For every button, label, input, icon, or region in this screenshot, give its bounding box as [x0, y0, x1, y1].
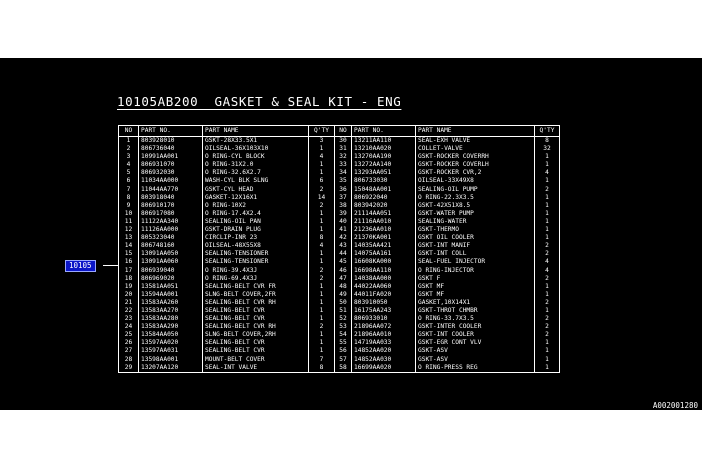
cell-part-name: GSKT-WATER PUMP	[416, 210, 535, 218]
cell-no: 3	[119, 153, 139, 161]
cell-no: 14	[119, 242, 139, 250]
cell-part-name: GSKT-ROCKER COVERLH	[416, 161, 535, 169]
cell-part-name: WASH-CYL BLK SLNG	[203, 177, 309, 185]
cell-qty: 32	[535, 145, 560, 153]
cell-part-name: GSKT-ASV	[416, 347, 535, 355]
callout-leader-line	[103, 265, 118, 266]
table-row	[119, 137, 560, 146]
cell-part-no: 14035AA421	[352, 242, 416, 250]
cell-part-name: O RING-33.7X3.5	[416, 315, 535, 323]
table-row	[119, 242, 560, 250]
callout-label[interactable]: 10105	[65, 260, 96, 272]
cell-part-name: SEALING-BELT CVR	[203, 347, 309, 355]
header-qty: Q'TY	[309, 126, 335, 137]
cell-no: 17	[119, 267, 139, 275]
cell-part-no: 11122AA340	[139, 218, 203, 226]
table-row	[119, 234, 560, 242]
cell-part-name: SEAL-EXH VALVE	[416, 137, 535, 146]
cell-no: 9	[119, 202, 139, 210]
cell-no: 4	[119, 161, 139, 169]
cell-no: 44	[335, 250, 352, 258]
cell-qty: 1	[535, 364, 560, 373]
cell-part-no: 16698AA110	[352, 267, 416, 275]
cell-part-name: GSKT-ROCKER CVR,2	[416, 169, 535, 177]
cell-part-no: 44011FA020	[352, 291, 416, 299]
cell-qty: 2	[309, 267, 335, 275]
cell-qty: 1	[535, 347, 560, 355]
cell-qty: 1	[309, 307, 335, 315]
cell-qty: 1	[309, 250, 335, 258]
cell-qty: 2	[535, 323, 560, 331]
cell-no: 42	[335, 234, 352, 242]
cell-part-no: 21896AA072	[352, 323, 416, 331]
cell-qty: 1	[309, 145, 335, 153]
cell-qty: 4	[535, 267, 560, 275]
cell-no: 43	[335, 242, 352, 250]
cell-part-no: 13584AA050	[139, 331, 203, 339]
cell-no: 57	[335, 356, 352, 364]
cell-no: 58	[335, 364, 352, 373]
cell-part-name: GSKT-ASV	[416, 356, 535, 364]
cell-part-no: 13581AA051	[139, 283, 203, 291]
table-row	[119, 339, 560, 347]
cell-no: 38	[335, 202, 352, 210]
cell-no: 6	[119, 177, 139, 185]
cell-no: 41	[335, 226, 352, 234]
cell-part-no: 14038AA000	[352, 275, 416, 283]
cell-part-no: 13583AA260	[139, 299, 203, 307]
cell-qty: 1	[309, 161, 335, 169]
cell-qty: 1	[535, 177, 560, 185]
cell-qty: 1	[535, 307, 560, 315]
cell-part-name: GSKT MF	[416, 283, 535, 291]
cell-no: 7	[119, 186, 139, 194]
cell-part-no: 806917080	[139, 210, 203, 218]
cell-no: 33	[335, 161, 352, 169]
cell-part-name: O RING-10X2	[203, 202, 309, 210]
cell-part-name: OILSEAL-48X55X8	[203, 242, 309, 250]
cell-part-name: O RING-32.6X2.7	[203, 169, 309, 177]
cell-part-name: O RING-69.4X3J	[203, 275, 309, 283]
cell-qty: 1	[535, 218, 560, 226]
cell-part-no: 21116AA010	[352, 218, 416, 226]
cell-part-name: CIRCLIP-INR 23	[203, 234, 309, 242]
table-row	[119, 307, 560, 315]
cell-no: 15	[119, 250, 139, 258]
cell-part-no: 806748160	[139, 242, 203, 250]
cell-no: 32	[335, 153, 352, 161]
cell-qty: 1	[309, 299, 335, 307]
table-row	[119, 177, 560, 185]
cell-no: 35	[335, 177, 352, 185]
cell-no: 45	[335, 258, 352, 266]
header-part-no: PART NO.	[139, 126, 203, 137]
cell-part-no: 21370KA001	[352, 234, 416, 242]
cell-qty: 2	[535, 315, 560, 323]
header-part-name: PART NAME	[203, 126, 309, 137]
cell-part-name: GSKT OIL COOLER	[416, 234, 535, 242]
cell-no: 51	[335, 307, 352, 315]
table-row	[119, 275, 560, 283]
cell-part-name: O RING-39.4X3J	[203, 267, 309, 275]
cell-part-no: 21896AA010	[352, 331, 416, 339]
cell-qty: 1	[309, 210, 335, 218]
cell-qty: 4	[309, 242, 335, 250]
cell-part-name: O RING-31X2.0	[203, 161, 309, 169]
cell-qty: 6	[309, 177, 335, 185]
table-row	[119, 347, 560, 355]
cell-part-name: O RING-17.4X2.4	[203, 210, 309, 218]
cell-qty: 8	[309, 364, 335, 373]
cell-part-no: 806733030	[352, 177, 416, 185]
cell-part-name: GASKET-12X16X1	[203, 194, 309, 202]
cell-part-no: 13270AA190	[352, 153, 416, 161]
cell-no: 8	[119, 194, 139, 202]
cell-part-name: GSKT-28X33.5X1	[203, 137, 309, 146]
cell-part-no: 806932030	[139, 169, 203, 177]
cell-qty: 1	[535, 356, 560, 364]
header-row	[119, 126, 560, 137]
cell-no: 50	[335, 299, 352, 307]
cell-part-no: 13583AA270	[139, 307, 203, 315]
cell-no: 26	[119, 339, 139, 347]
cell-qty: 1	[309, 291, 335, 299]
cell-no: 40	[335, 218, 352, 226]
cell-no: 52	[335, 315, 352, 323]
cell-part-name: O RING-PRESS REG	[416, 364, 535, 373]
cell-part-name: GSKT-INTER COOLER	[416, 323, 535, 331]
cell-no: 24	[119, 323, 139, 331]
cell-part-no: 803942020	[352, 202, 416, 210]
cell-part-no: 21236AA010	[352, 226, 416, 234]
cell-qty: 1	[309, 331, 335, 339]
cell-part-no: 13597AA020	[139, 339, 203, 347]
cell-part-no: 21114AA051	[352, 210, 416, 218]
table-row	[119, 186, 560, 194]
cell-qty: 1	[309, 169, 335, 177]
cell-qty: 2	[535, 242, 560, 250]
header-qty: Q'TY	[535, 126, 560, 137]
cell-part-no: 11126AA000	[139, 226, 203, 234]
cell-no: 36	[335, 186, 352, 194]
cell-qty: 1	[309, 283, 335, 291]
cell-part-no: 13597AA031	[139, 347, 203, 355]
cell-no: 55	[335, 339, 352, 347]
table-row	[119, 315, 560, 323]
cell-part-name: GSKT-DRAIN PLUG	[203, 226, 309, 234]
cell-no: 1	[119, 137, 139, 146]
cell-qty: 1	[535, 210, 560, 218]
cell-no: 31	[335, 145, 352, 153]
cell-qty: 1	[535, 194, 560, 202]
cell-part-name: SEALING-TENSIONER	[203, 250, 309, 258]
cell-qty: 1	[535, 339, 560, 347]
cell-no: 5	[119, 169, 139, 177]
table-row	[119, 323, 560, 331]
cell-part-no: 806933010	[352, 315, 416, 323]
cell-qty: 2	[535, 275, 560, 283]
table-row	[119, 291, 560, 299]
cell-no: 22	[119, 307, 139, 315]
table-row	[119, 218, 560, 226]
cell-qty: 1	[535, 202, 560, 210]
cell-no: 18	[119, 275, 139, 283]
cell-qty: 1	[535, 226, 560, 234]
table-row	[119, 202, 560, 210]
cell-part-no: 14852AA020	[352, 347, 416, 355]
cell-part-no: 10991AA001	[139, 153, 203, 161]
cell-part-no: 806736040	[139, 145, 203, 153]
cell-qty: 2	[309, 202, 335, 210]
cell-no: 12	[119, 226, 139, 234]
cell-qty: 14	[309, 194, 335, 202]
table-row	[119, 258, 560, 266]
cell-part-no: 13293AA051	[352, 169, 416, 177]
cell-qty: 4	[535, 258, 560, 266]
table-row	[119, 153, 560, 161]
cell-no: 27	[119, 347, 139, 355]
cell-part-name: SEALING-BELT CVR RH	[203, 323, 309, 331]
table-row	[119, 331, 560, 339]
cell-part-name: GSKT-INT COOLER	[416, 331, 535, 339]
header-part-name: PART NAME	[416, 126, 535, 137]
cell-qty: 1	[309, 339, 335, 347]
table-row	[119, 356, 560, 364]
cell-part-no: 16608KA000	[352, 258, 416, 266]
cell-part-no: 11044AA770	[139, 186, 203, 194]
cell-qty: 3	[309, 137, 335, 146]
cell-part-name: GSKT F	[416, 275, 535, 283]
cell-no: 47	[335, 275, 352, 283]
parts-table	[118, 125, 560, 373]
cell-part-name: SEAL-FUEL INJECTOR	[416, 258, 535, 266]
table-row	[119, 283, 560, 291]
cell-part-name: GSKT-INT COLL	[416, 250, 535, 258]
cell-no: 29	[119, 364, 139, 373]
cell-part-no: 14075AA161	[352, 250, 416, 258]
cell-part-name: GSKT-42X51X8.5	[416, 202, 535, 210]
cell-part-no: 14719AA033	[352, 339, 416, 347]
cell-qty: 1	[535, 234, 560, 242]
table-row	[119, 145, 560, 153]
table-row	[119, 364, 560, 373]
cell-part-no: 803928010	[139, 137, 203, 146]
cell-part-name: COLLET-VALVE	[416, 145, 535, 153]
cell-no: 11	[119, 218, 139, 226]
cell-part-name: OILSEAL-36X103X10	[203, 145, 309, 153]
cell-part-name: SLNG-BELT COVER,2RH	[203, 331, 309, 339]
cell-qty: 1	[535, 161, 560, 169]
cell-part-name: SEALING-BELT CVR	[203, 339, 309, 347]
cell-qty: 4	[535, 169, 560, 177]
cell-part-name: SEALING-TENSIONER	[203, 258, 309, 266]
cell-part-no: 13091AA060	[139, 258, 203, 266]
cell-qty: 4	[309, 153, 335, 161]
cell-part-no: 16699AA020	[352, 364, 416, 373]
cell-part-name: SLNG-BELT COVER,2FR	[203, 291, 309, 299]
cell-part-name: O RING-22.3X3.5	[416, 194, 535, 202]
cell-part-no: 806910170	[139, 202, 203, 210]
cell-no: 48	[335, 283, 352, 291]
cell-no: 2	[119, 145, 139, 153]
cell-part-no: 13594AA001	[139, 291, 203, 299]
table-row	[119, 161, 560, 169]
cell-qty: 1	[309, 218, 335, 226]
cell-part-no: 16175AA243	[352, 307, 416, 315]
page-title: 10105AB200 GASKET & SEAL KIT - ENG	[117, 94, 402, 109]
cell-part-name: GSKT-THROT CHMBR	[416, 307, 535, 315]
cell-part-no: 13272AA140	[352, 161, 416, 169]
cell-qty: 2	[309, 275, 335, 283]
cell-part-no: 13210AA020	[352, 145, 416, 153]
cell-no: 39	[335, 210, 352, 218]
cell-qty: 1	[309, 258, 335, 266]
cell-part-name: SEAL-INT VALVE	[203, 364, 309, 373]
table-row	[119, 169, 560, 177]
cell-no: 30	[335, 137, 352, 146]
cell-part-no: 806969020	[139, 275, 203, 283]
table-row	[119, 267, 560, 275]
cell-part-no: 803910050	[352, 299, 416, 307]
cell-no: 28	[119, 356, 139, 364]
cell-part-name: SEALING-OIL PUMP	[416, 186, 535, 194]
cell-part-name: GSKT-INT MANIF	[416, 242, 535, 250]
cell-qty: 2	[535, 331, 560, 339]
cell-part-no: 805323040	[139, 234, 203, 242]
cell-part-name: SEALING-BELT CVR RH	[203, 299, 309, 307]
header-part-no: PART NO.	[352, 126, 416, 137]
cell-qty: 2	[309, 186, 335, 194]
cell-part-no: 806922040	[352, 194, 416, 202]
cell-part-name: SEALING-BELT CVR	[203, 307, 309, 315]
cell-part-no: 14852AA030	[352, 356, 416, 364]
cell-part-name: GSKT-CYL HEAD	[203, 186, 309, 194]
cell-part-no: 803918040	[139, 194, 203, 202]
cell-part-no: 15048AA001	[352, 186, 416, 194]
cell-part-name: MOUNT-BELT COVER	[203, 356, 309, 364]
table-row	[119, 299, 560, 307]
cell-qty: 1	[309, 226, 335, 234]
cell-no: 53	[335, 323, 352, 331]
cell-qty: 7	[309, 356, 335, 364]
cell-qty: 1	[309, 315, 335, 323]
cell-part-no: 13211AA110	[352, 137, 416, 146]
cell-qty: 8	[535, 137, 560, 146]
cell-part-name: O RING-INJECTOR	[416, 267, 535, 275]
cell-qty: 1	[309, 347, 335, 355]
cell-no: 49	[335, 291, 352, 299]
cell-part-no: 13207AA120	[139, 364, 203, 373]
cell-qty: 2	[535, 299, 560, 307]
cell-part-name: GSKT-THERMO	[416, 226, 535, 234]
cell-no: 56	[335, 347, 352, 355]
table-row	[119, 194, 560, 202]
cell-part-name: SEALING-BELT CVR FR	[203, 283, 309, 291]
cell-qty: 8	[309, 234, 335, 242]
table-row	[119, 250, 560, 258]
cell-no: 10	[119, 210, 139, 218]
cell-part-no: 806939040	[139, 267, 203, 275]
cell-qty: 2	[309, 323, 335, 331]
cell-qty: 2	[535, 250, 560, 258]
table-row	[119, 210, 560, 218]
cell-part-name: SEALING-OIL PAN	[203, 218, 309, 226]
cell-part-no: 13598AA001	[139, 356, 203, 364]
cell-part-no: 13091AA050	[139, 250, 203, 258]
cell-part-name: GASKET,10X14X1	[416, 299, 535, 307]
header-no: NO	[335, 126, 352, 137]
cell-part-name: GSKT MF	[416, 291, 535, 299]
cell-qty: 2	[535, 186, 560, 194]
cell-part-no: 11034AA000	[139, 177, 203, 185]
cell-no: 13	[119, 234, 139, 242]
cell-part-no: 13583AA280	[139, 315, 203, 323]
cell-part-name: SEALING-WATER	[416, 218, 535, 226]
cell-no: 19	[119, 283, 139, 291]
cell-part-no: 806931070	[139, 161, 203, 169]
cell-qty: 1	[535, 283, 560, 291]
cell-no: 37	[335, 194, 352, 202]
cell-no: 54	[335, 331, 352, 339]
table-row	[119, 226, 560, 234]
cell-part-no: 44022AA060	[352, 283, 416, 291]
cell-no: 23	[119, 315, 139, 323]
cell-no: 46	[335, 267, 352, 275]
cell-part-name: GSKT-ROCKER COVERRH	[416, 153, 535, 161]
cell-no: 25	[119, 331, 139, 339]
parts-table-body	[119, 137, 560, 373]
cell-part-name: O RING-CYL BLOCK	[203, 153, 309, 161]
cell-part-no: 13583AA290	[139, 323, 203, 331]
cell-part-name: OILSEAL-33X49X8	[416, 177, 535, 185]
cell-no: 20	[119, 291, 139, 299]
cell-qty: 1	[535, 291, 560, 299]
cell-part-name: GSKT-EGR CONT VLV	[416, 339, 535, 347]
cell-no: 21	[119, 299, 139, 307]
cell-part-name: SEALING-BELT CVR	[203, 315, 309, 323]
cell-no: 34	[335, 169, 352, 177]
header-no: NO	[119, 126, 139, 137]
cell-no: 16	[119, 258, 139, 266]
cell-qty: 1	[535, 153, 560, 161]
image-id: A002001280	[652, 401, 698, 410]
parts-sheet	[0, 58, 702, 410]
